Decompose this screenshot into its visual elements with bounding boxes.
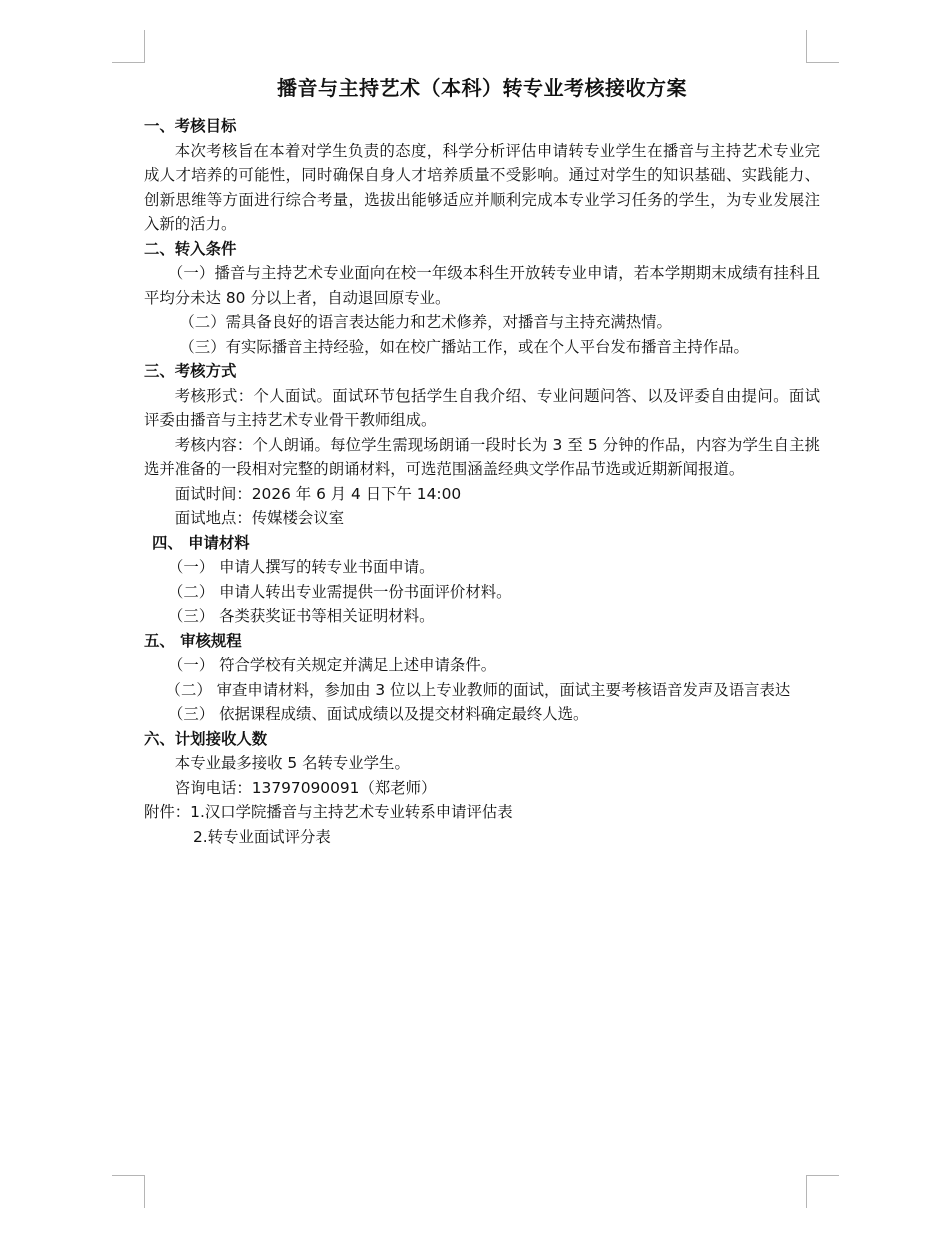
section-heading-goals: 一、考核目标 [144, 117, 237, 135]
attachment-line: 2.转专业面试评分表 [193, 827, 331, 846]
crop-mark-bottom-left [112, 1175, 145, 1208]
contact-phone: 咨询电话：13797090091（郑老师） [174, 778, 437, 797]
list-item: （三） 各类获奖证书等相关证明材料。 [168, 607, 435, 625]
section-heading-method: 三、考核方式 [144, 362, 237, 380]
list-item: （一） 符合学校有关规定并满足上述申请条件。 [168, 656, 497, 674]
crop-mark-bottom-right [806, 1175, 839, 1208]
section-heading-materials: 四、 申请材料 [152, 533, 250, 552]
document-page [144, 72, 820, 849]
crop-mark-top-right [806, 30, 839, 63]
list-item: （三） 依据课程成绩、面试成绩以及提交材料确定最终人选。 [168, 705, 589, 723]
section-heading-review: 五、 审核规程 [144, 631, 242, 650]
list-item: （一）播音与主持艺术专业面向在校一年级本科生开放转专业申请，若本学期期末成绩有挂科且平均分未达 80 分以上者，自动退回原专业。 [144, 264, 820, 307]
crop-mark-top-left [112, 30, 145, 63]
section-heading-conditions: 二、转入条件 [144, 239, 237, 258]
document-title: 播音与主持艺术（本科）转专业考核接收方案 [277, 76, 687, 100]
attachment-line: 附件：1.汉口学院播音与主持艺术专业转系申请评估表 [144, 803, 513, 821]
list-item: （二） 申请人转出专业需提供一份书面评价材料。 [168, 582, 512, 601]
paragraph: 本次考核旨在本着对学生负责的态度，科学分析评估申请转专业学生在播音与主持艺术专业完成人才培养的可能性，同时确保自身人才培养质量不受影响。通过对学生的知识基础、实践能力、创新思维等方面进行综合考量，选拔出能够适应并顺利完成本专业学习任务的学生，为专业发展注入新的活力。 [144, 141, 820, 233]
list-item: （一） 申请人撰写的转专业书面申请。 [168, 558, 435, 576]
paragraph: 本专业最多接收 5 名转专业学生。 [174, 754, 410, 772]
paragraph: 考核内容：个人朗诵。每位学生需现场朗诵一段时长为 3 至 5 分钟的作品，内容为学生自主挑选并准备的一段相对完整的朗诵材料，可选范围涵盖经典文学作品节选或近期新闻报道。 [144, 435, 820, 478]
list-item: （二）需具备良好的语言表达能力和艺术修养，对播音与主持充满热情。 [179, 313, 672, 331]
paragraph: 考核形式：个人面试。面试环节包括学生自我介绍、专业问题问答、以及评委自由提问。面试评委由播音与主持艺术专业骨干教师组成。 [144, 386, 820, 429]
interview-time: 面试时间：2026 年 6 月 4 日下午 14:00 [174, 484, 462, 503]
interview-place: 面试地点：传媒楼会议室 [174, 509, 345, 527]
list-item: （二） 审查申请材料，参加由 3 位以上专业教师的面试，面试主要考核语音发声及语言表达 [165, 680, 791, 699]
list-item: （三）有实际播音主持经验，如在校广播站工作，或在个人平台发布播音主持作品。 [179, 337, 749, 356]
section-heading-quota: 六、计划接收人数 [144, 729, 268, 748]
